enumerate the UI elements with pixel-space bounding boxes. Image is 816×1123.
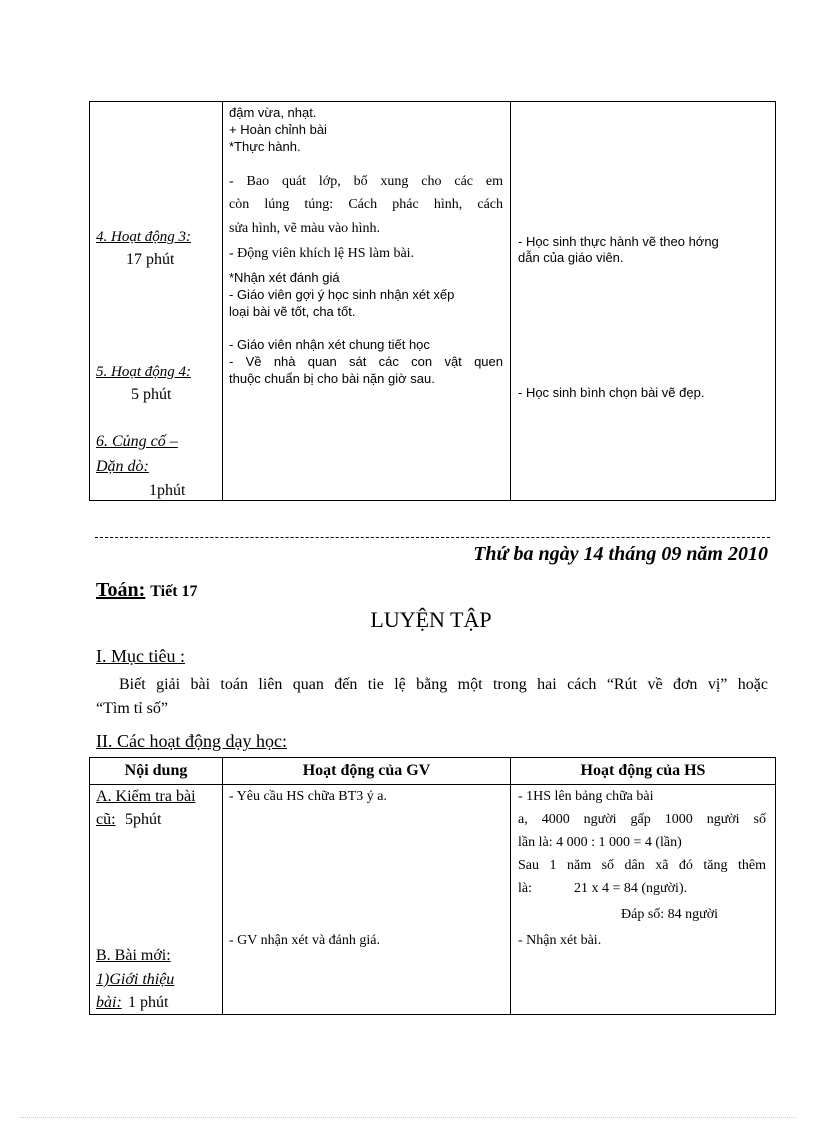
header-content: Nội dung bbox=[90, 758, 223, 785]
part-a-title-1: A. Kiểm tra bài bbox=[96, 788, 196, 805]
content-column bbox=[90, 785, 223, 1015]
teacher-step-1: - Yêu cầu HS chữa BT3 ý a. bbox=[229, 789, 387, 804]
header-teacher: Hoạt động của GV bbox=[223, 758, 511, 785]
objective-line-2: “Tìm tỉ số” bbox=[96, 700, 168, 717]
teacher-line-13: thuộc chuẩn bị cho bài nặn giờ sau. bbox=[229, 371, 435, 386]
content-column bbox=[90, 102, 223, 501]
teacher-line-4: - Bao quát lớp, bổ xung cho các em bbox=[229, 174, 503, 189]
teacher-line-3: *Thực hành. bbox=[229, 139, 301, 154]
section-objectives-title: I. Mục tiêu : bbox=[96, 646, 185, 666]
student-column bbox=[511, 785, 776, 1015]
student-line-2: dẫn của giáo viên. bbox=[518, 250, 624, 265]
teacher-line-5: còn lúng túng: Cách phác hình, cách bbox=[229, 197, 503, 212]
teacher-step-2: - GV nhận xét và đánh giá. bbox=[229, 933, 380, 948]
teacher-line-8: *Nhận xét đánh giá bbox=[229, 270, 340, 285]
teacher-column bbox=[223, 102, 511, 501]
teacher-line-6: sửa hình, vẽ màu vào hình. bbox=[229, 221, 381, 236]
objective-line-1: Biết giải bài toán liên quan đến tie lệ bằng một trong hai cách “Rút về đơn vị” hoặc bbox=[119, 676, 768, 693]
teacher-line-12: - Về nhà quan sát các con vật quen bbox=[229, 354, 503, 369]
student-line-3: - Học sinh bình chọn bài vẽ đẹp. bbox=[518, 385, 705, 400]
teacher-line-7: - Động viên khích lệ HS làm bài. bbox=[229, 246, 415, 261]
separator-line bbox=[95, 537, 770, 538]
teacher-line-9: - Giáo viên gợi ý học sinh nhận xét xếp bbox=[229, 287, 455, 302]
student-line-1: - Học sinh thực hành vẽ theo hớng bbox=[518, 234, 719, 249]
lesson-number: Tiết 17 bbox=[150, 583, 198, 600]
part-a-time: 5phút bbox=[125, 811, 162, 828]
student-step-5a: là: bbox=[518, 881, 532, 896]
lesson-date: Thứ ba ngày 14 tháng 09 năm 2010 bbox=[473, 543, 768, 565]
teacher-column bbox=[223, 785, 511, 1015]
student-step-1: - 1HS lên bảng chữa bài bbox=[518, 789, 654, 804]
page-title: LUYỆN TẬP bbox=[370, 607, 492, 632]
subject-label: Toán: bbox=[96, 579, 146, 601]
activities-table-continued bbox=[89, 101, 776, 501]
teacher-line-1: đậm vừa, nhạt. bbox=[229, 105, 317, 120]
teacher-line-2: + Hoàn chỉnh bài bbox=[229, 122, 327, 137]
activities-table bbox=[89, 757, 776, 1015]
student-answer: Đáp số: 84 người bbox=[621, 907, 719, 922]
activity-3-title: 4. Hoạt động 3: bbox=[96, 229, 191, 245]
part-b-title: B. Bài mới: bbox=[96, 947, 171, 964]
student-step-7: - Nhận xét bài. bbox=[518, 933, 602, 948]
activity-3-time: 17 phút bbox=[126, 251, 175, 268]
student-column bbox=[511, 102, 776, 501]
activity-4-title: 5. Hoạt động 4: bbox=[96, 364, 191, 380]
part-a-title-2: cũ: bbox=[96, 811, 116, 828]
student-step-4: Sau 1 năm số dân xã đó tăng thêm bbox=[518, 858, 766, 873]
activity-5-title-b: Dặn dò: bbox=[96, 458, 149, 475]
header-student: Hoạt động của HS bbox=[511, 758, 776, 785]
teacher-line-11: - Giáo viên nhận xét chung tiết học bbox=[229, 337, 430, 352]
section-activities-title: II. Các hoạt động dạy học: bbox=[96, 731, 287, 751]
part-b-time: 1 phút bbox=[128, 994, 169, 1011]
part-b-sub-1: 1)Giới thiệu bbox=[96, 971, 175, 988]
activity-4-time: 5 phút bbox=[131, 386, 172, 403]
page-bottom-edge bbox=[20, 1117, 796, 1118]
part-b-sub-2: bài: bbox=[96, 994, 122, 1011]
teacher-line-10: loại bài vẽ tốt, cha tốt. bbox=[229, 304, 356, 319]
subject-heading bbox=[96, 579, 198, 602]
student-step-2: a, 4000 người gấp 1000 người số bbox=[518, 812, 766, 827]
activity-5-time: 1phút bbox=[149, 482, 186, 499]
student-step-5b: 21 x 4 = 84 (người). bbox=[574, 881, 688, 896]
student-step-3: lần là: 4 000 : 1 000 = 4 (lần) bbox=[518, 835, 682, 850]
activity-5-title-a: 6. Củng cố – bbox=[96, 433, 178, 450]
